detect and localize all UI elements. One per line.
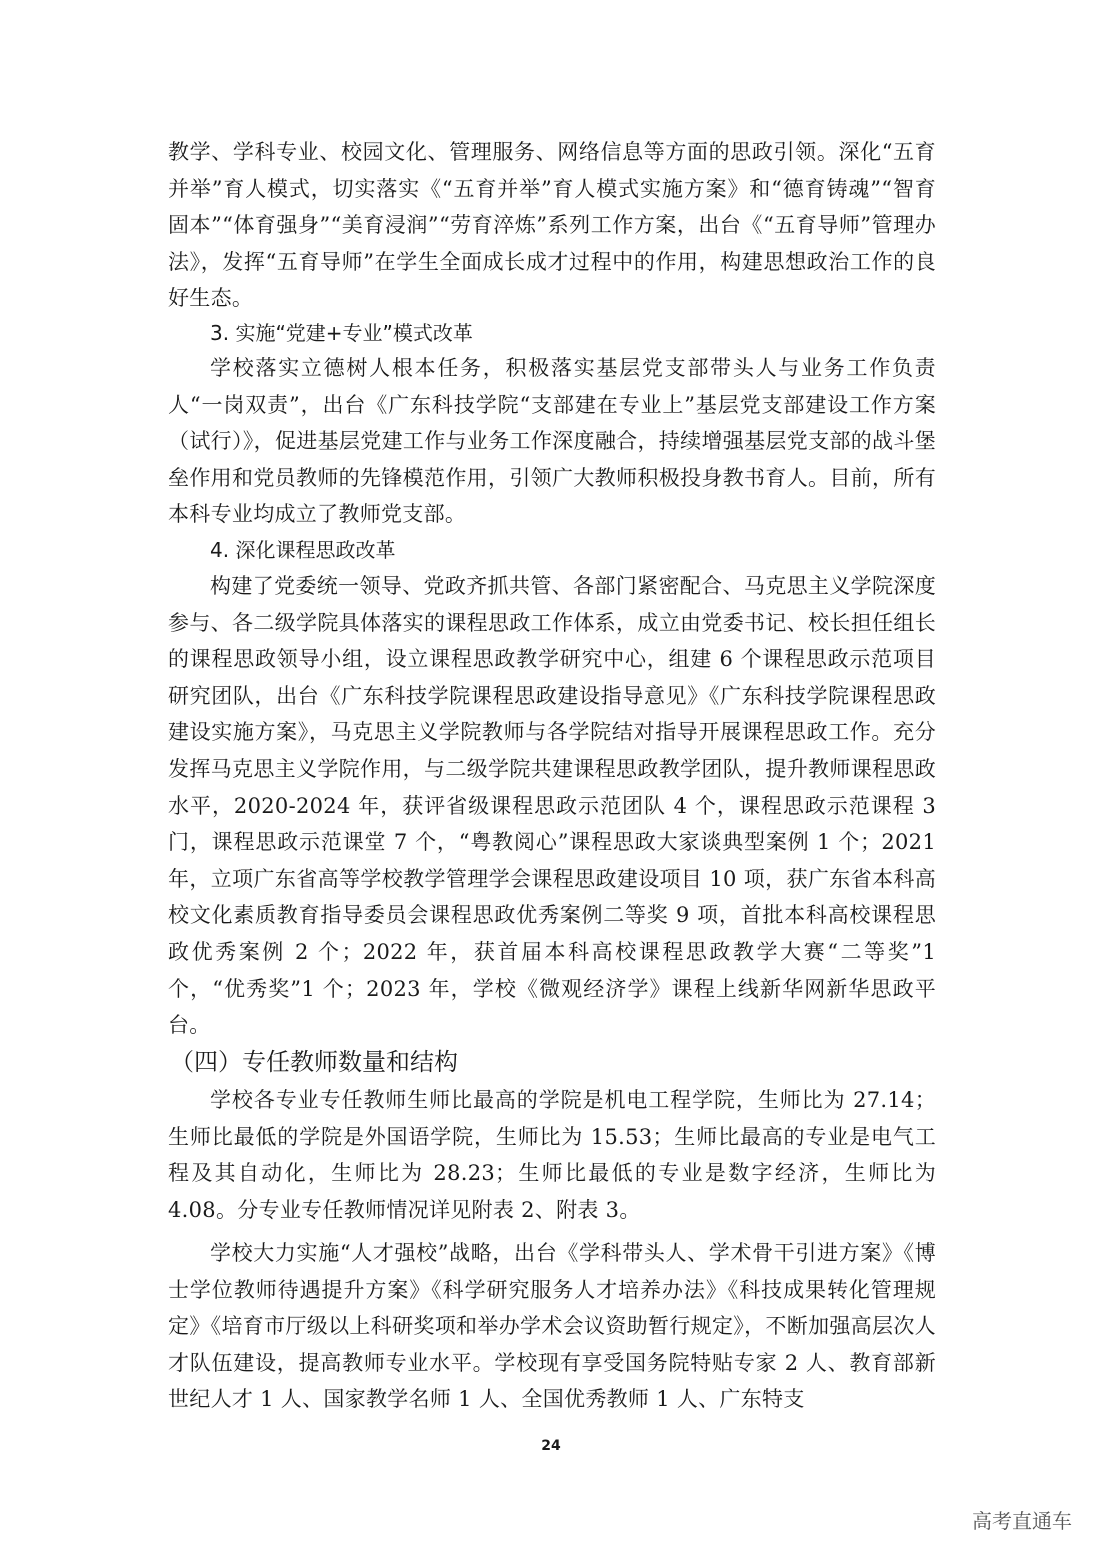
paragraph-five-education: 教学、学科专业、校园文化、管理服务、网络信息等方面的思政引领。深化“五育并举”育人模式，切实落实《“五育并举”育人模式实施方案》和“德育铸魂”“智育固本”“体育强身”“美育浸润”“劳育淬炼”系列工作方案，出台《“五育导师”管理办法》，发挥“五育导师”在学生全面成长成才过程中的作用，构建思想政治工作的良好生态。	[168, 140, 936, 311]
section-heading-teachers: （四）专任教师数量和结构	[170, 1048, 458, 1076]
watermark-text: 高考直通车	[972, 1509, 1072, 1533]
paragraph-curriculum-ideology: 构建了党委统一领导、党政齐抓共管、各部门紧密配合、马克思主义学院深度参与、各二级学院具体落实的课程思政工作体系，成立由党委书记、校长担任组长的课程思政领导小组，设立课程思政教学研究中心，组建 6 个课程思政示范项目研究团队，出台《广东科技学院课程思政建设指导意见》《广东科技学院课程思政建设实施方案》，马克思主义学院教师与各学院结对指导开展课程思政工作。充分发挥马克思主义学院作用，与二级学院共建课程思政教学团队，提升教师课程思政水平，2020-2024 年，获评省级课程思政示范团队 4 个，课程思政示范课程 3 门，课程思政示范课堂 7 个，“粤教阅心”课程思政大家谈典型案例 1 个；2021 年，立项广东省高等学校教学管理学会课程思政建设项目 10 项，获广东省本科高校文化素质教育指导委员会课程思政优秀案例二等奖 9 项，首批本科高校课程思政优秀案例 2 个；2022 年，获首届本科高校课程思政教学大赛“二等奖”1 个，“优秀奖”1 个；2023 年，学校《微观经济学》课程上线新华网新华思政平台。	[168, 574, 936, 1038]
page-number: 24	[541, 1438, 561, 1454]
paragraph-talent-strategy: 学校大力实施“人才强校”战略，出台《学科带头人、学术骨干引进方案》《博士学位教师待遇提升方案》《科学研究服务人才培养办法》《科技成果转化管理规定》《培育市厅级以上科研奖项和举办学术会议资助暂行规定》，不断加强高层次人才队伍建设，提高教师专业水平。学校现有享受国务院特贴专家 2 人、教育部新世纪人才 1 人、国家教学名师 1 人、全国优秀教师 1 人、广东特支	[168, 1241, 936, 1412]
subheading-party-building-reform: 3. 实施“党建+专业”模式改革	[210, 321, 473, 345]
paragraph-student-teacher-ratio: 学校各专业专任教师生师比最高的学院是机电工程学院，生师比为 27.14；生师比最低的学院是外国语学院，生师比为 15.53；生师比最高的专业是电气工程及其自动化，生师比为 28.23；生师比最低的专业是数字经济，生师比为 4.08。分专业专任教师情况详见附表 2、附表 3。	[168, 1088, 936, 1222]
subheading-curriculum-reform: 4. 深化课程思政改革	[210, 538, 396, 562]
paragraph-party-building: 学校落实立德树人根本任务，积极落实基层党支部带头人与业务工作负责人“一岗双责”，出台《广东科技学院“支部建在专业上”基层党支部建设工作方案（试行）》，促进基层党建工作与业务工作深度融合，持续增强基层党支部的战斗堡垒作用和党员教师的先锋模范作用，引领广大教师积极投身教书育人。目前，所有本科专业均成立了教师党支部。	[168, 356, 936, 527]
